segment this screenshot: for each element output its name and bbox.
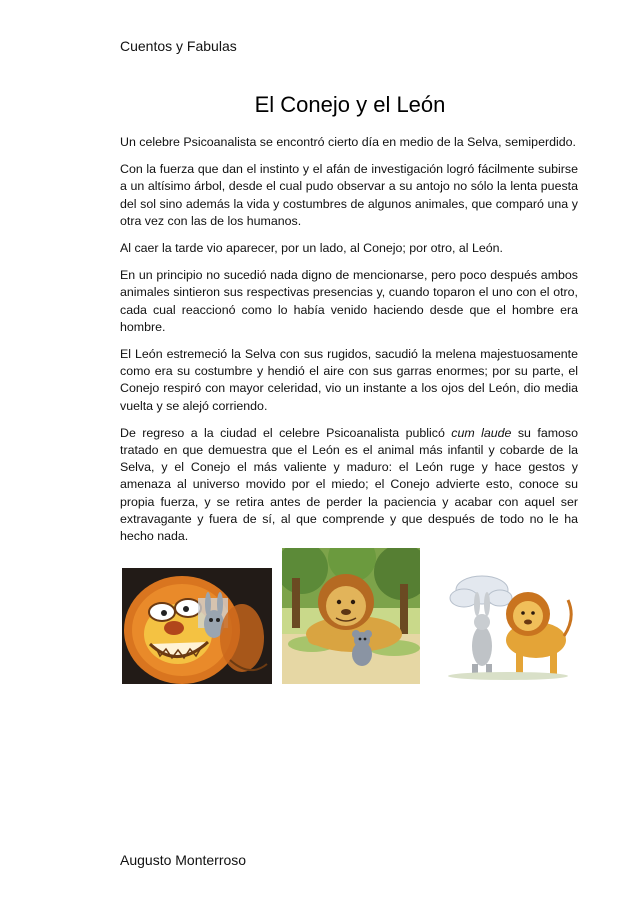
paragraph-6 bbox=[120, 425, 578, 545]
jungle-lion-and-mouse-illustration bbox=[282, 548, 420, 684]
paragraph-6-start: De regreso a la ciudad el celebre Psicoanalista publicó bbox=[120, 425, 452, 440]
paragraph-6-emphasis: cum laude bbox=[451, 425, 512, 440]
author-footer: Augusto Monterroso bbox=[120, 852, 247, 868]
illustrations-row bbox=[120, 548, 580, 688]
paragraph-2: Con la fuerza que dan el instinto y el afán de investigación logró fácilmente subirse a un altísimo árbol, desde el cual pudo observar a su antojo no sólo la lenta puesta del sol sino además la vida y costumbres de algunos animales, que comparó una y otra vez con las de los humanos. bbox=[120, 162, 578, 228]
paragraph-6-end: su famoso tratado en que demuestra que el León es el animal más infantil y cobarde de la Selva, y el Conejo el más valiente y maduro: el León ruge y hace gestos y amenaza al universo movido por el miedo; el Conejo advierte esto, conoce su propia fuerza, y se retira antes de perder la paciencia y acabar con aquel ser extravagante y fuera de sí, al que comprende y que después de todo no le ha hecho nada. bbox=[120, 425, 579, 544]
cartoon-lion-with-rabbit-illustration bbox=[122, 568, 272, 684]
paragraph-5: El León estremeció la Selva con sus rugidos, sacudió la melena majestuosamente como era su costumbre y hendió el aire con sus garras enormes; por su parte, el Conejo respiró con mayor celeridad, vio un instante a los ojos del León, dio media vuelta y se alejó corriendo. bbox=[120, 347, 578, 413]
running-header: Cuentos y Fabulas bbox=[120, 38, 237, 54]
lion-and-rabbit-sketch-illustration bbox=[438, 570, 578, 682]
paragraph-1: Un celebre Psicoanalista se encontró cierto día en medio de la Selva, semiperdido. bbox=[120, 135, 576, 149]
story-body bbox=[120, 134, 578, 555]
story-title: El Conejo y el León bbox=[254, 92, 446, 117]
paragraph-3: Al caer la tarde vio aparecer, por un lado, al Conejo; por otro, al León. bbox=[120, 241, 503, 256]
paragraph-4: En un principio no sucedió nada digno de mencionarse, pero poco después ambos animales sintieron sus respectivas presencias y, cuando toparon el uno con el otro, cada cual reaccionó como lo había venido haciendo desde que el hombre era hombre. bbox=[120, 268, 578, 334]
